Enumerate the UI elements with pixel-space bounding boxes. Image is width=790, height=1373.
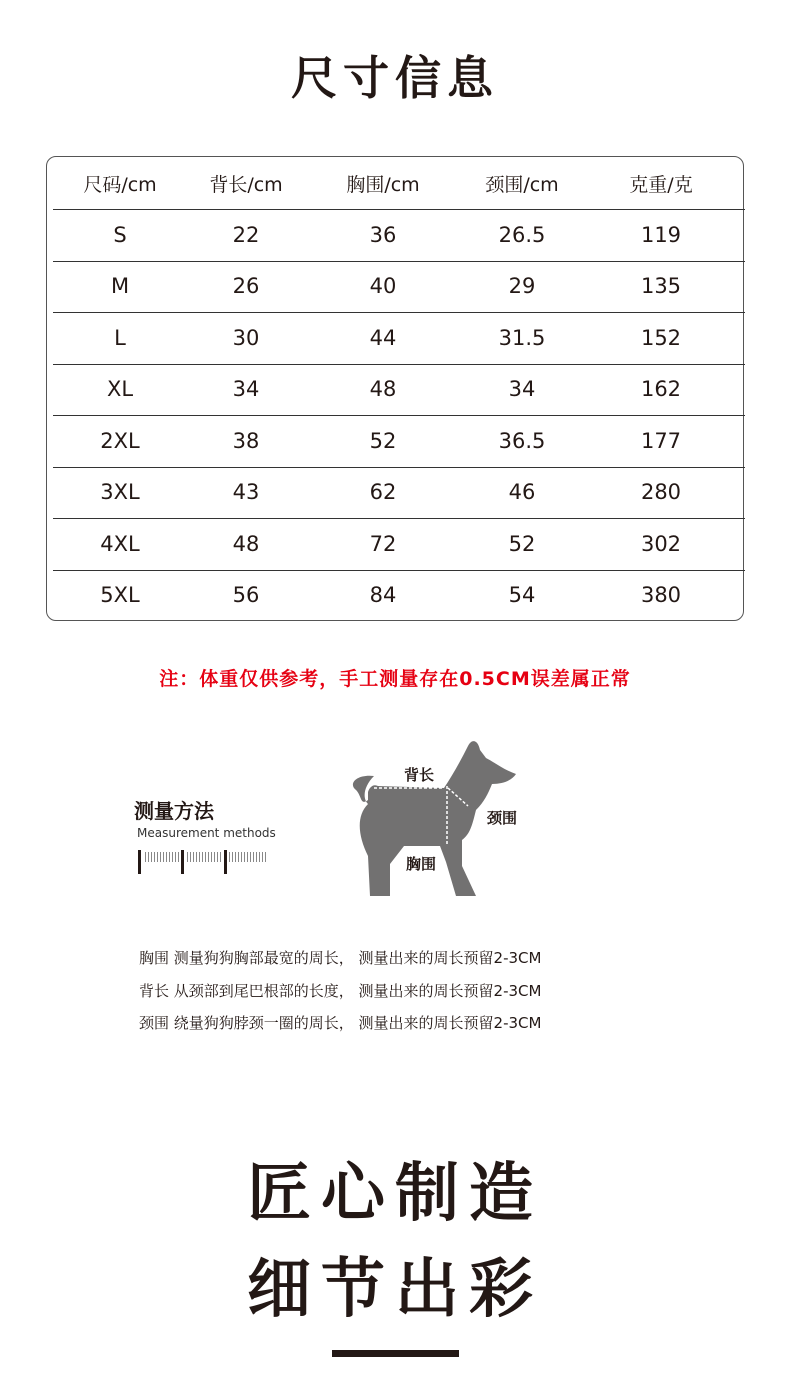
- table-cell: 38: [232, 428, 260, 453]
- table-cell: 52: [508, 531, 536, 556]
- header-back-length: 背长/cm: [209, 173, 283, 196]
- divider: [332, 1350, 459, 1357]
- table-cell: 72: [369, 531, 397, 556]
- table-cell: 302: [640, 531, 682, 556]
- method-title: 测量方法: [134, 799, 214, 823]
- table-cell: 119: [640, 222, 682, 247]
- desc-neck: 颈围 绕量狗狗脖颈一圈的周长， 测量出来的周长预留2-3CM: [139, 1014, 542, 1032]
- table-cell: 44: [369, 325, 397, 350]
- table-row: [47, 312, 745, 364]
- table-cell: 43: [232, 480, 260, 505]
- header-neck: 颈围/cm: [485, 173, 559, 196]
- table-header-row: [47, 157, 745, 209]
- table-cell: 31.5: [498, 325, 546, 350]
- size-table: [46, 156, 744, 621]
- table-row: [47, 570, 745, 622]
- ruler-icon: [138, 848, 268, 876]
- table-cell: 135: [640, 274, 682, 299]
- table-cell: 34: [508, 377, 536, 402]
- table-cell: 162: [640, 377, 682, 402]
- table-cell: 54: [508, 583, 536, 608]
- header-weight: 克重/克: [629, 173, 693, 196]
- table-cell: 46: [508, 480, 536, 505]
- table-cell: 3XL: [100, 480, 140, 505]
- slogan-line-1: 匠心制造: [247, 1157, 543, 1231]
- table-cell: 280: [640, 480, 682, 505]
- table-row: [47, 261, 745, 313]
- table-cell: 5XL: [100, 583, 140, 608]
- table-cell: 34: [232, 377, 260, 402]
- table-cell: 4XL: [100, 531, 140, 556]
- table-row: [47, 415, 745, 467]
- table-row: [47, 518, 745, 570]
- table-cell: 40: [369, 274, 397, 299]
- desc-chest: 胸围 测量狗狗胸部最宽的周长， 测量出来的周长预留2-3CM: [139, 949, 542, 967]
- label-chest: 胸围: [406, 855, 437, 873]
- label-neck: 颈围: [487, 809, 518, 827]
- table-cell: 84: [369, 583, 397, 608]
- label-back-length: 背长: [404, 766, 435, 784]
- desc-back-length: 背长 从颈部到尾巴根部的长度， 测量出来的周长预留2-3CM: [139, 982, 542, 1000]
- table-cell: 2XL: [100, 428, 140, 453]
- table-row: [47, 209, 745, 261]
- table-cell: 62: [369, 480, 397, 505]
- page-title: 尺寸信息: [291, 51, 499, 105]
- table-row: [47, 467, 745, 519]
- table-cell: 36: [369, 222, 397, 247]
- table-cell: 29: [508, 274, 536, 299]
- slogan-line-2: 细节出彩: [247, 1253, 543, 1327]
- table-cell: L: [114, 325, 126, 350]
- measurement-note: 注：体重仅供参考，手工测量存在0.5CM误差属正常: [159, 668, 631, 690]
- table-cell: 26: [232, 274, 260, 299]
- table-cell: M: [110, 274, 130, 299]
- table-cell: 48: [232, 531, 260, 556]
- table-cell: XL: [106, 377, 134, 402]
- method-subtitle: Measurement methods: [137, 826, 276, 840]
- header-chest: 胸围/cm: [346, 173, 420, 196]
- table-cell: 152: [640, 325, 682, 350]
- table-cell: 56: [232, 583, 260, 608]
- table-cell: 48: [369, 377, 397, 402]
- table-cell: 52: [369, 428, 397, 453]
- table-row: [47, 364, 745, 416]
- table-cell: 26.5: [498, 222, 546, 247]
- header-size: 尺码/cm: [83, 173, 157, 196]
- table-cell: 380: [640, 583, 682, 608]
- table-cell: 36.5: [498, 428, 546, 453]
- table-cell: 22: [232, 222, 260, 247]
- table-cell: S: [113, 222, 127, 247]
- table-cell: 30: [232, 325, 260, 350]
- table-cell: 177: [640, 428, 682, 453]
